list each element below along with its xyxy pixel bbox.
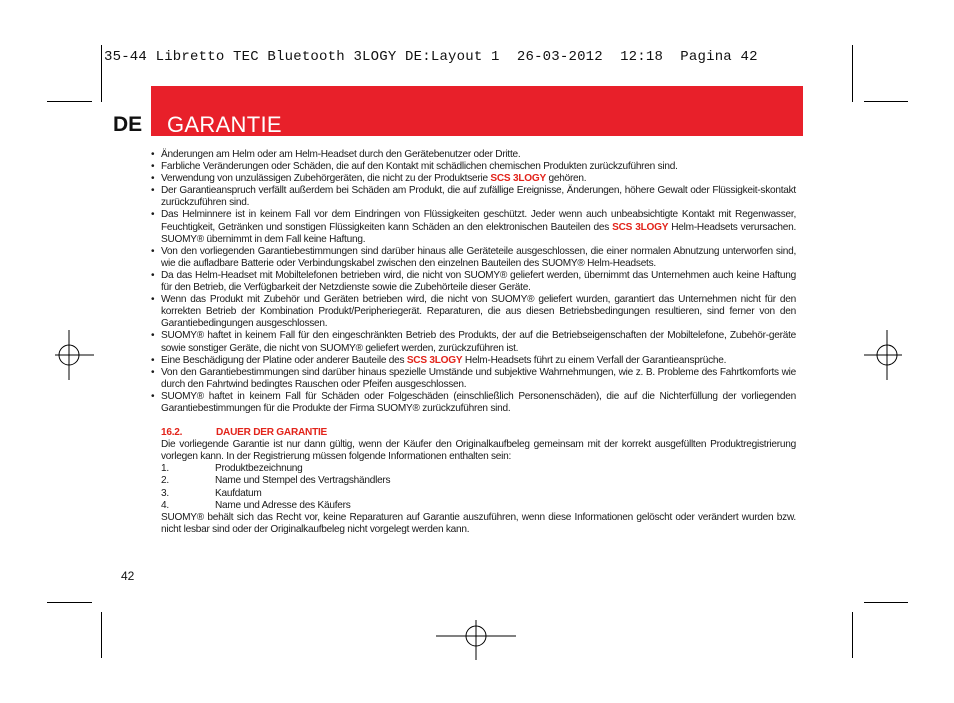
list-item [150,367,796,391]
crop-mark [864,602,908,603]
list-item-text: Das Helminnere ist in keinem Fall vor dem Eindringen von Flüssigkeiten geschützt. Jeder wenn auch unbeabsichtigte Kontakt mit Regenwasser, Feuchtigkeit, Getränken und sonstigen Flüssigkeiten kann Schäden an den elektronischen Bauteilen des [161,209,796,233]
list-item [150,330,796,354]
list-item-text: Da das Helm-Headset mit Mobiltelefonen betrieben wird, die nicht von SUOMY® geliefert werden, übernimmt das Unternehmen auch keine Haftung für den Betrieb, die Verfügbarkeit der Netzdienste sowie die Zubehörteile dieser Geräte. [161,269,796,294]
item-text: Kaufdatum [215,487,262,499]
exclusions-list [150,149,796,415]
crop-mark [864,101,908,102]
list-item [150,173,796,185]
list-item [150,246,796,270]
item-text: Name und Stempel des Vertragshändlers [215,475,391,487]
brand-name: SCS 3LOGY [490,173,546,185]
required-info-item [161,475,796,487]
list-item-text: SUOMY® haftet in keinem Fall für den eingeschränkten Betrieb des Produkts, der auf die Betriebseigenschaften der Mobiltelefone, Zubehör-geräte sowie sonstiger Geräte, die nicht von SUOMY® geliefert werden, zurückzuführen ist. [161,330,796,354]
body-content [150,149,796,536]
list-item [150,161,796,173]
list-item [150,149,796,161]
list-item-text: Änderungen am Helm oder am Helm-Headset durch den Gerätebenutzer oder Dritte. [161,149,521,160]
print-slug-line: 35-44 Libretto TEC Bluetooth 3LOGY DE:Layout 1 26-03-2012 12:18 Pagina 42 [104,49,758,65]
crop-mark [101,45,102,102]
subsection-intro: Die vorliegende Garantie ist nur dann gültig, wenn der Käufer den Originalkaufbeleg gemeinsam mit der korrekt ausgefüllten Produktregistrierung vorlegen kann. In der Registrierung müssen folgende Informationen enthalten sein: [161,439,796,463]
list-item [150,209,796,245]
list-item-text: Verwendung von unzulässigen Zubehörgeräten, die nicht zu der Produktserie [161,173,491,185]
list-item-text: Von den Garantiebestimmungen sind darüber hinaus spezielle Umstände und subjektive Wahrnehmungen, wie z. B. Probleme des Fahrtkomforts wie durch den Fahrtwind bedingtes Rauschen oder Pfeifen ausgeschlossen. [161,366,796,390]
registration-mark-bottom-icon [436,612,516,660]
list-item-text: SUOMY® haftet in keinem Fall für Schäden oder Folgeschäden (einschließlich Personenschäden), die auf die Nichterfüllung der vorliegenden Garantiebestimmungen für die Produkte der Firma SUOMY® zurückzuführen sind. [161,390,796,414]
item-number: 2. [161,475,169,487]
crop-mark [852,612,853,658]
list-item-text: Von den vorliegenden Garantiebestimmungen sind darüber hinaus alle Geräteteile ausgeschlossen, die einer normalen Abnutzung unterworfen sind, wie die aufladbare Batterie oder Verbindungskabel zwischen den einzelnen Bauteilen des SUOMY® Helm-Headsets. [161,245,796,269]
item-number: 4. [161,499,169,511]
crop-mark [101,612,102,658]
required-info-item [161,500,796,512]
list-item [150,270,796,294]
subsection-duration [150,427,796,536]
item-text: Name und Adresse des Käufers [215,499,351,511]
list-item [150,391,796,415]
registration-mark-right-icon [864,330,908,380]
brand-name: SCS 3LOGY [406,354,463,366]
item-number: 3. [161,487,169,499]
list-item-text: Wenn das Produkt mit Zubehör und Geräten betrieben wird, die nicht von SUOMY® geliefert wurden, garantiert das Unternehmen nicht für den korrekten Betrieb der Kombination Produkt/Peripheriegerät. Reparaturen, die aus diesen Betriebsbedingungen resultieren, sind ferner von den Garantiebedingungen ausgeschlossen. [161,294,796,330]
list-item-text: Eine Beschädigung der Platine oder anderer Bauteile des [161,354,407,366]
list-item-text: Helm-Headsets führt zu einem Verfall der Garantieansprüche. [462,354,727,366]
subsection-title: DAUER DER GARANTIE [216,427,328,439]
list-item [150,185,796,209]
list-item-text: Helm-Headsets verursachen. SUOMY® übernimmt in dem Fall keine Haftung. [161,221,796,245]
list-item [150,294,796,330]
subsection-closing: SUOMY® behält sich das Recht vor, keine Reparaturen auf Garantie auszuführen, wenn diese Informationen gelöscht oder verändert wurden bzw. nicht lesbar sind oder der Originalkaufbeleg nicht vorgelegt werden kann. [161,511,796,535]
page-number: 42 [121,569,135,583]
item-number: 1. [161,463,169,475]
crop-mark [852,45,853,102]
subsection-number: 16.2. [161,427,183,439]
crop-mark [47,602,92,603]
required-info-item [161,463,796,475]
section-title: GARANTIE [167,112,282,137]
brand-name: SCS 3LOGY [612,221,669,233]
subsection-heading [161,427,796,439]
registration-mark-left-icon [50,330,94,380]
language-code: DE [113,113,143,136]
list-item-text: Der Garantieanspruch verfällt außerdem bei Schäden am Produkt, die auf zufällige Ereignisse, Änderungen, höhere Gewalt oder Flüssigkeit-skontakt zurückzuführen sind. [161,185,796,209]
crop-mark [47,101,92,102]
list-item-text: Farbliche Veränderungen oder Schäden, die auf den Kontakt mit schädlichen chemischen Produkten zurückzuführen sind. [161,161,678,173]
item-text: Produktbezeichnung [215,463,303,475]
required-info-list [161,463,796,511]
list-item [150,355,796,367]
required-info-item [161,488,796,500]
list-item-text: gehören. [545,173,587,185]
